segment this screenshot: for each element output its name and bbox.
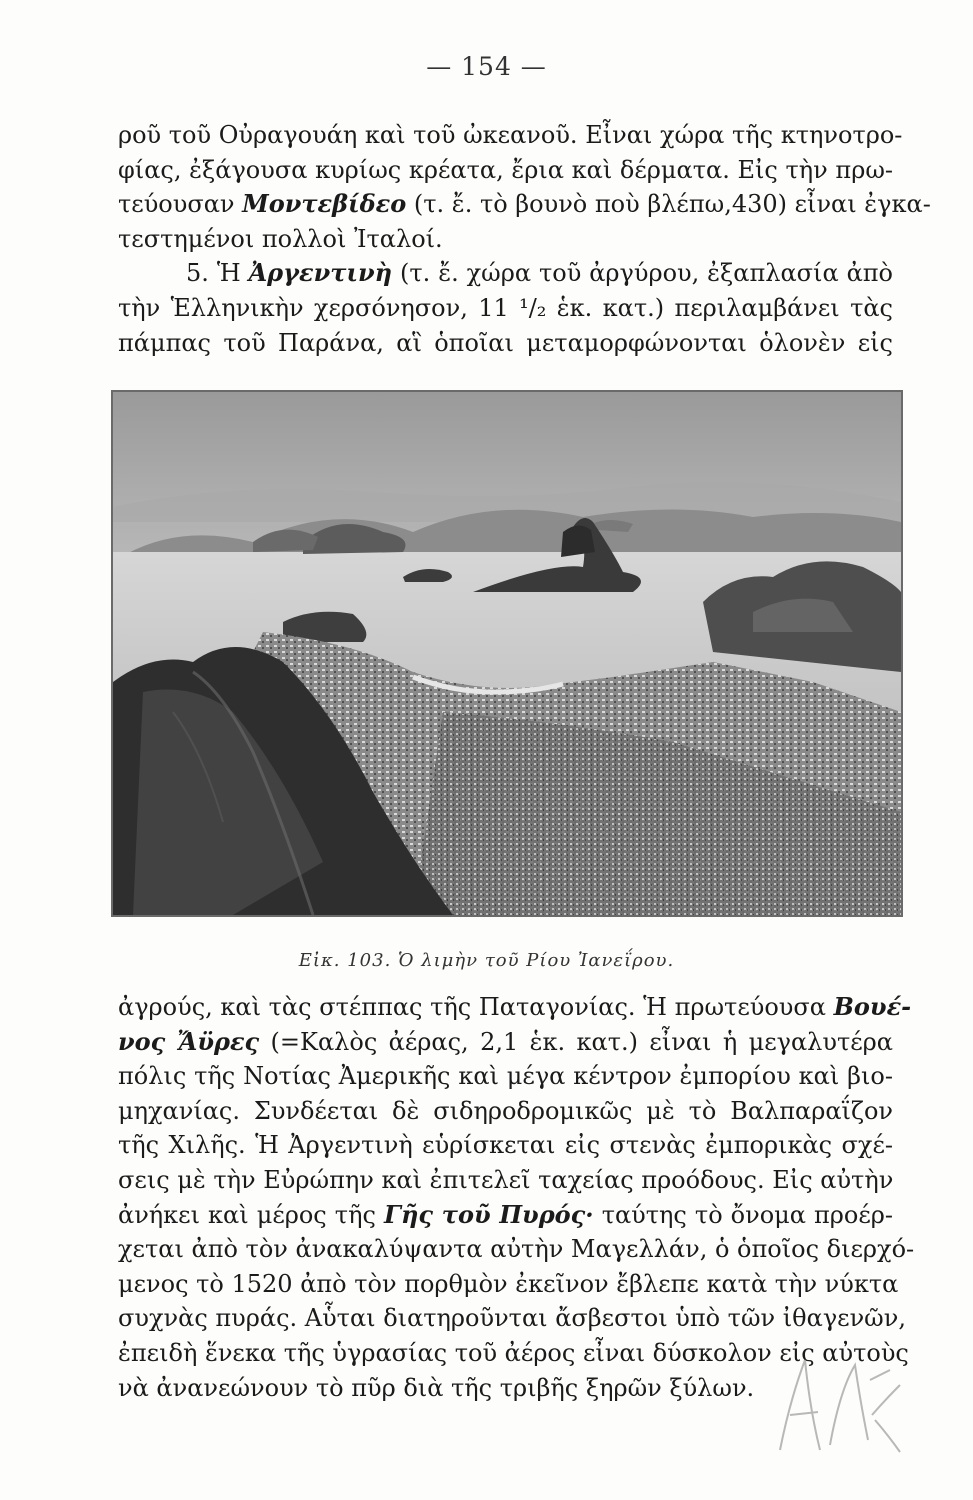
text-span: ταύτης τὸ ὄνομα προέρ- <box>593 1200 893 1229</box>
top-text-block <box>118 118 931 360</box>
text-line: τὴν Ἑλληνικὴν χερσόνησον, 11 ¹/₂ ἑκ. κατ.) περιλαμβάνει τὰς <box>118 293 893 322</box>
text-line <box>118 1198 893 1233</box>
text-line: πόλις τῆς Νοτίας Ἀμερικῆς καὶ μέγα κέντρον ἐμπορίου καὶ βιο- <box>118 1062 893 1091</box>
text-line: σεις μὲ τὴν Εὐρώπην καὶ ἐπιτελεῖ ταχείας προόδους. Εἰς αὐτὴν <box>118 1165 894 1194</box>
place-name-tierra-del-fuego: Γῆς τοῦ Πυρός· <box>383 1199 594 1229</box>
text-line: μενος τὸ 1520 ἀπὸ τὸν πορθμὸν ἐκεῖνον ἔβλεπε κατὰ τὴν νύκτα <box>118 1269 899 1298</box>
text-line: μηχανίας. Συνδέεται δὲ σιδηροδρομικῶς μὲ τὸ Βαλπαραΐζον <box>118 1096 893 1125</box>
handwritten-signature <box>760 1340 910 1470</box>
page-number: — 154 — <box>426 52 547 81</box>
text-line <box>118 990 912 1025</box>
text-line: φίας, ἐξάγουσα κυρίως κρέατα, ἔρια καὶ δέρματα. Εἰς τὴν πρω- <box>118 155 893 184</box>
text-span: (=Καλὸς ἀέρας, 2,1 ἑκ. κατ.) εἶναι ἡ μεγαλυτέρα <box>259 1027 894 1056</box>
text-line <box>118 187 931 222</box>
text-line <box>118 256 893 291</box>
text-span: ἀνήκει καὶ μέρος τῆς <box>118 1200 384 1229</box>
place-name-aires: νος Ἄϋρες <box>118 1026 260 1056</box>
place-name-buenos: Βουέ- <box>833 992 912 1021</box>
text-span: ἀγρούς, καὶ τὰς στέππας τῆς Παταγονίας. Ἡ πρωτεύουσα <box>118 993 834 1021</box>
text-line <box>118 1025 893 1060</box>
figure-caption: Εἰκ. 103. Ὁ λιμὴν τοῦ Ρίου Ἰανεΐρου. <box>298 950 675 971</box>
text-line: πάμπας τοῦ Παράνα, αἳ ὁποῖαι μεταμορφώνονται ὁλονὲν εἰς <box>118 328 893 357</box>
text-span: τεύουσαν <box>118 190 243 219</box>
place-name-argentina: Ἀργεντινὴ <box>248 258 393 288</box>
text-line: συχνὰς πυράς. Αὗται διατηροῦνται ἄσβεστοι ὑπὸ τῶν ἰθαγενῶν, <box>118 1304 906 1333</box>
text-line: τεστημένοι πολλοὶ Ἰταλοί. <box>118 224 443 253</box>
text-span: 5. Ἡ <box>186 259 249 288</box>
rio-harbor-photograph <box>111 390 903 917</box>
text-span: (τ. ἔ. χώρα τοῦ ἀργύρου, ἐξαπλασία ἀπὸ <box>392 259 894 288</box>
photo-illustration <box>113 392 901 915</box>
text-line: νὰ ἀνανεώνουν τὸ πῦρ διὰ τῆς τριβῆς ξηρῶν ξύλων. <box>118 1373 755 1402</box>
text-line: χεται ἀπὸ τὸν ἀνακαλύψαντα αὐτὴν Μαγελλάν, ὁ ὁποῖος διερχό- <box>118 1235 915 1264</box>
text-line: ροῦ τοῦ Οὐραγουάη καὶ τοῦ ὠκεανοῦ. Εἶναι χώρα τῆς κτηνοτρο- <box>118 121 903 149</box>
place-name-montevideo: Μοντεβίδεο <box>242 189 407 219</box>
text-span: (τ. ἔ. τὸ βουνὸ ποὺ βλέπω,430) εἶναι ἐγκα- <box>406 190 931 219</box>
text-line: τῆς Χιλῆς. Ἡ Ἀργεντινὴ εὑρίσκεται εἰς στενὰς ἐμπορικὰς σχέ- <box>118 1131 893 1160</box>
text-line: ἐπειδὴ ἕνεκα τῆς ὑγρασίας τοῦ ἀέρος εἶναι δύσκολον εἰς αὐτοὺς <box>118 1338 909 1367</box>
